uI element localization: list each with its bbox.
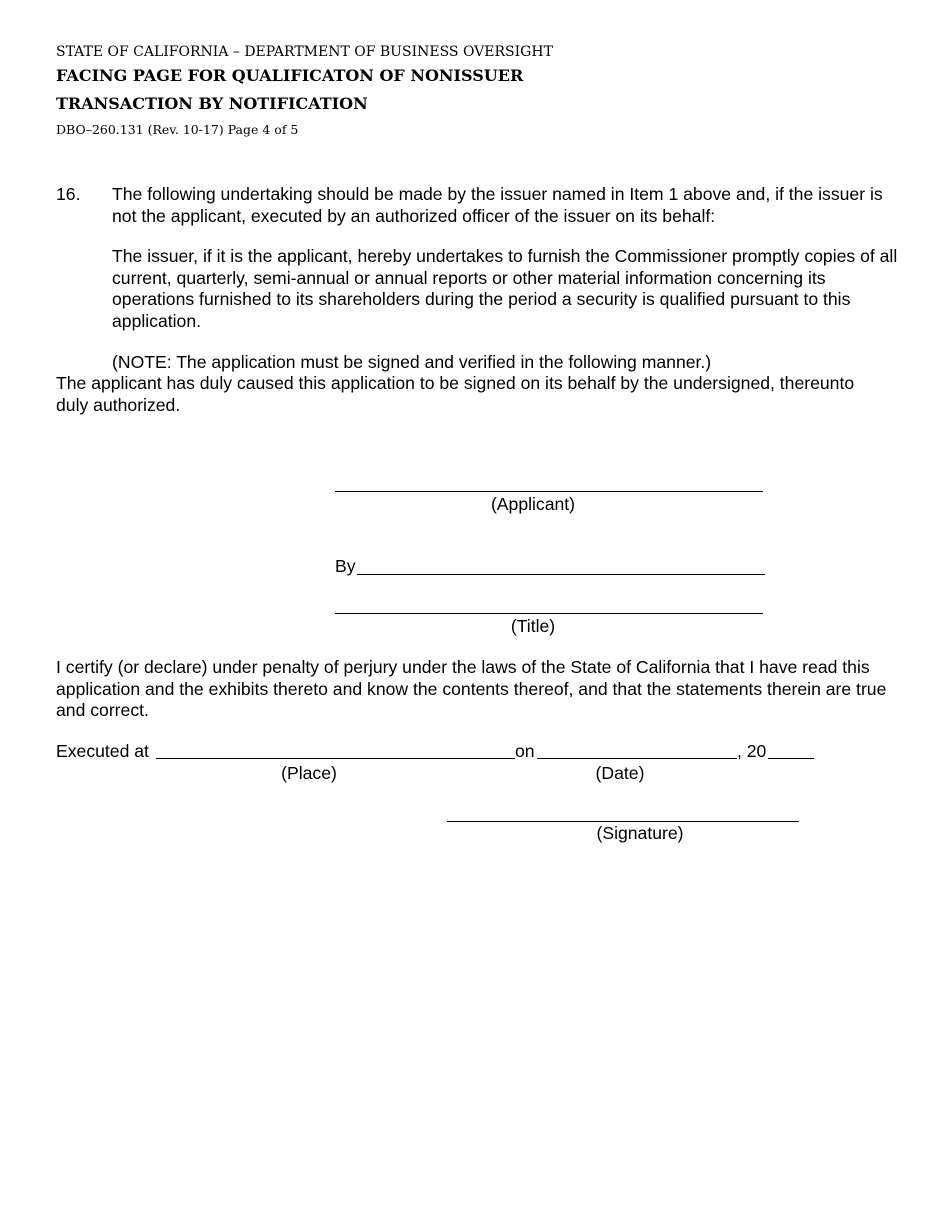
form-number: DBO–260.131 (Rev. 10-17) Page 4 of 5: [56, 122, 299, 137]
signature-line[interactable]: [447, 821, 799, 822]
year-prefix: , 20: [737, 741, 767, 761]
applicant-line[interactable]: [335, 491, 763, 492]
applicant-statement: The applicant has duly caused this application to be signed on its behalf by the undersigned, thereunto duly authorized.: [56, 373, 855, 415]
form-title-line1: FACING PAGE FOR QUALIFICATON OF NONISSUER: [56, 66, 524, 85]
form-title-line2: TRANSACTION BY NOTIFICATION: [56, 94, 368, 113]
item-number: 16.: [56, 184, 81, 204]
issuer-undertaking: The issuer, if it is the applicant, hereby undertakes to furnish the Commissioner promptly copies of all current, quarterly, semi-annual or annual reports or other material information concerning its operations furnished to its shareholders during the period a security is qualified pursuant to this application.: [112, 246, 898, 331]
title-caption: (Title): [510, 616, 556, 636]
signing-note: (NOTE: The application must be signed and verified in the following manner.): [112, 352, 712, 372]
date-caption: (Date): [595, 763, 645, 783]
by-signature-line[interactable]: [357, 574, 765, 575]
place-caption: (Place): [281, 763, 337, 783]
place-line[interactable]: [156, 758, 515, 759]
perjury-certification: I certify (or declare) under penalty of perjury under the laws of the State of California that I have read this application and the exhibits thereto and know the contents thereof, and that the statements therein are true and correct.: [56, 657, 887, 720]
by-label: By: [335, 556, 356, 576]
year-line[interactable]: [768, 758, 814, 759]
signature-caption: (Signature): [596, 823, 684, 843]
executed-at-label: Executed at: [56, 741, 149, 761]
applicant-caption: (Applicant): [490, 494, 576, 514]
date-line[interactable]: [537, 758, 737, 759]
on-label: on: [515, 741, 535, 761]
item-instruction: The following undertaking should be made by the issuer named in Item 1 above and, if the issuer is not the applicant, executed by an authorized officer of the issuer on its behalf:: [112, 184, 883, 226]
agency-heading: STATE OF CALIFORNIA – DEPARTMENT OF BUSINESS OVERSIGHT: [56, 44, 553, 60]
title-line[interactable]: [335, 613, 763, 614]
